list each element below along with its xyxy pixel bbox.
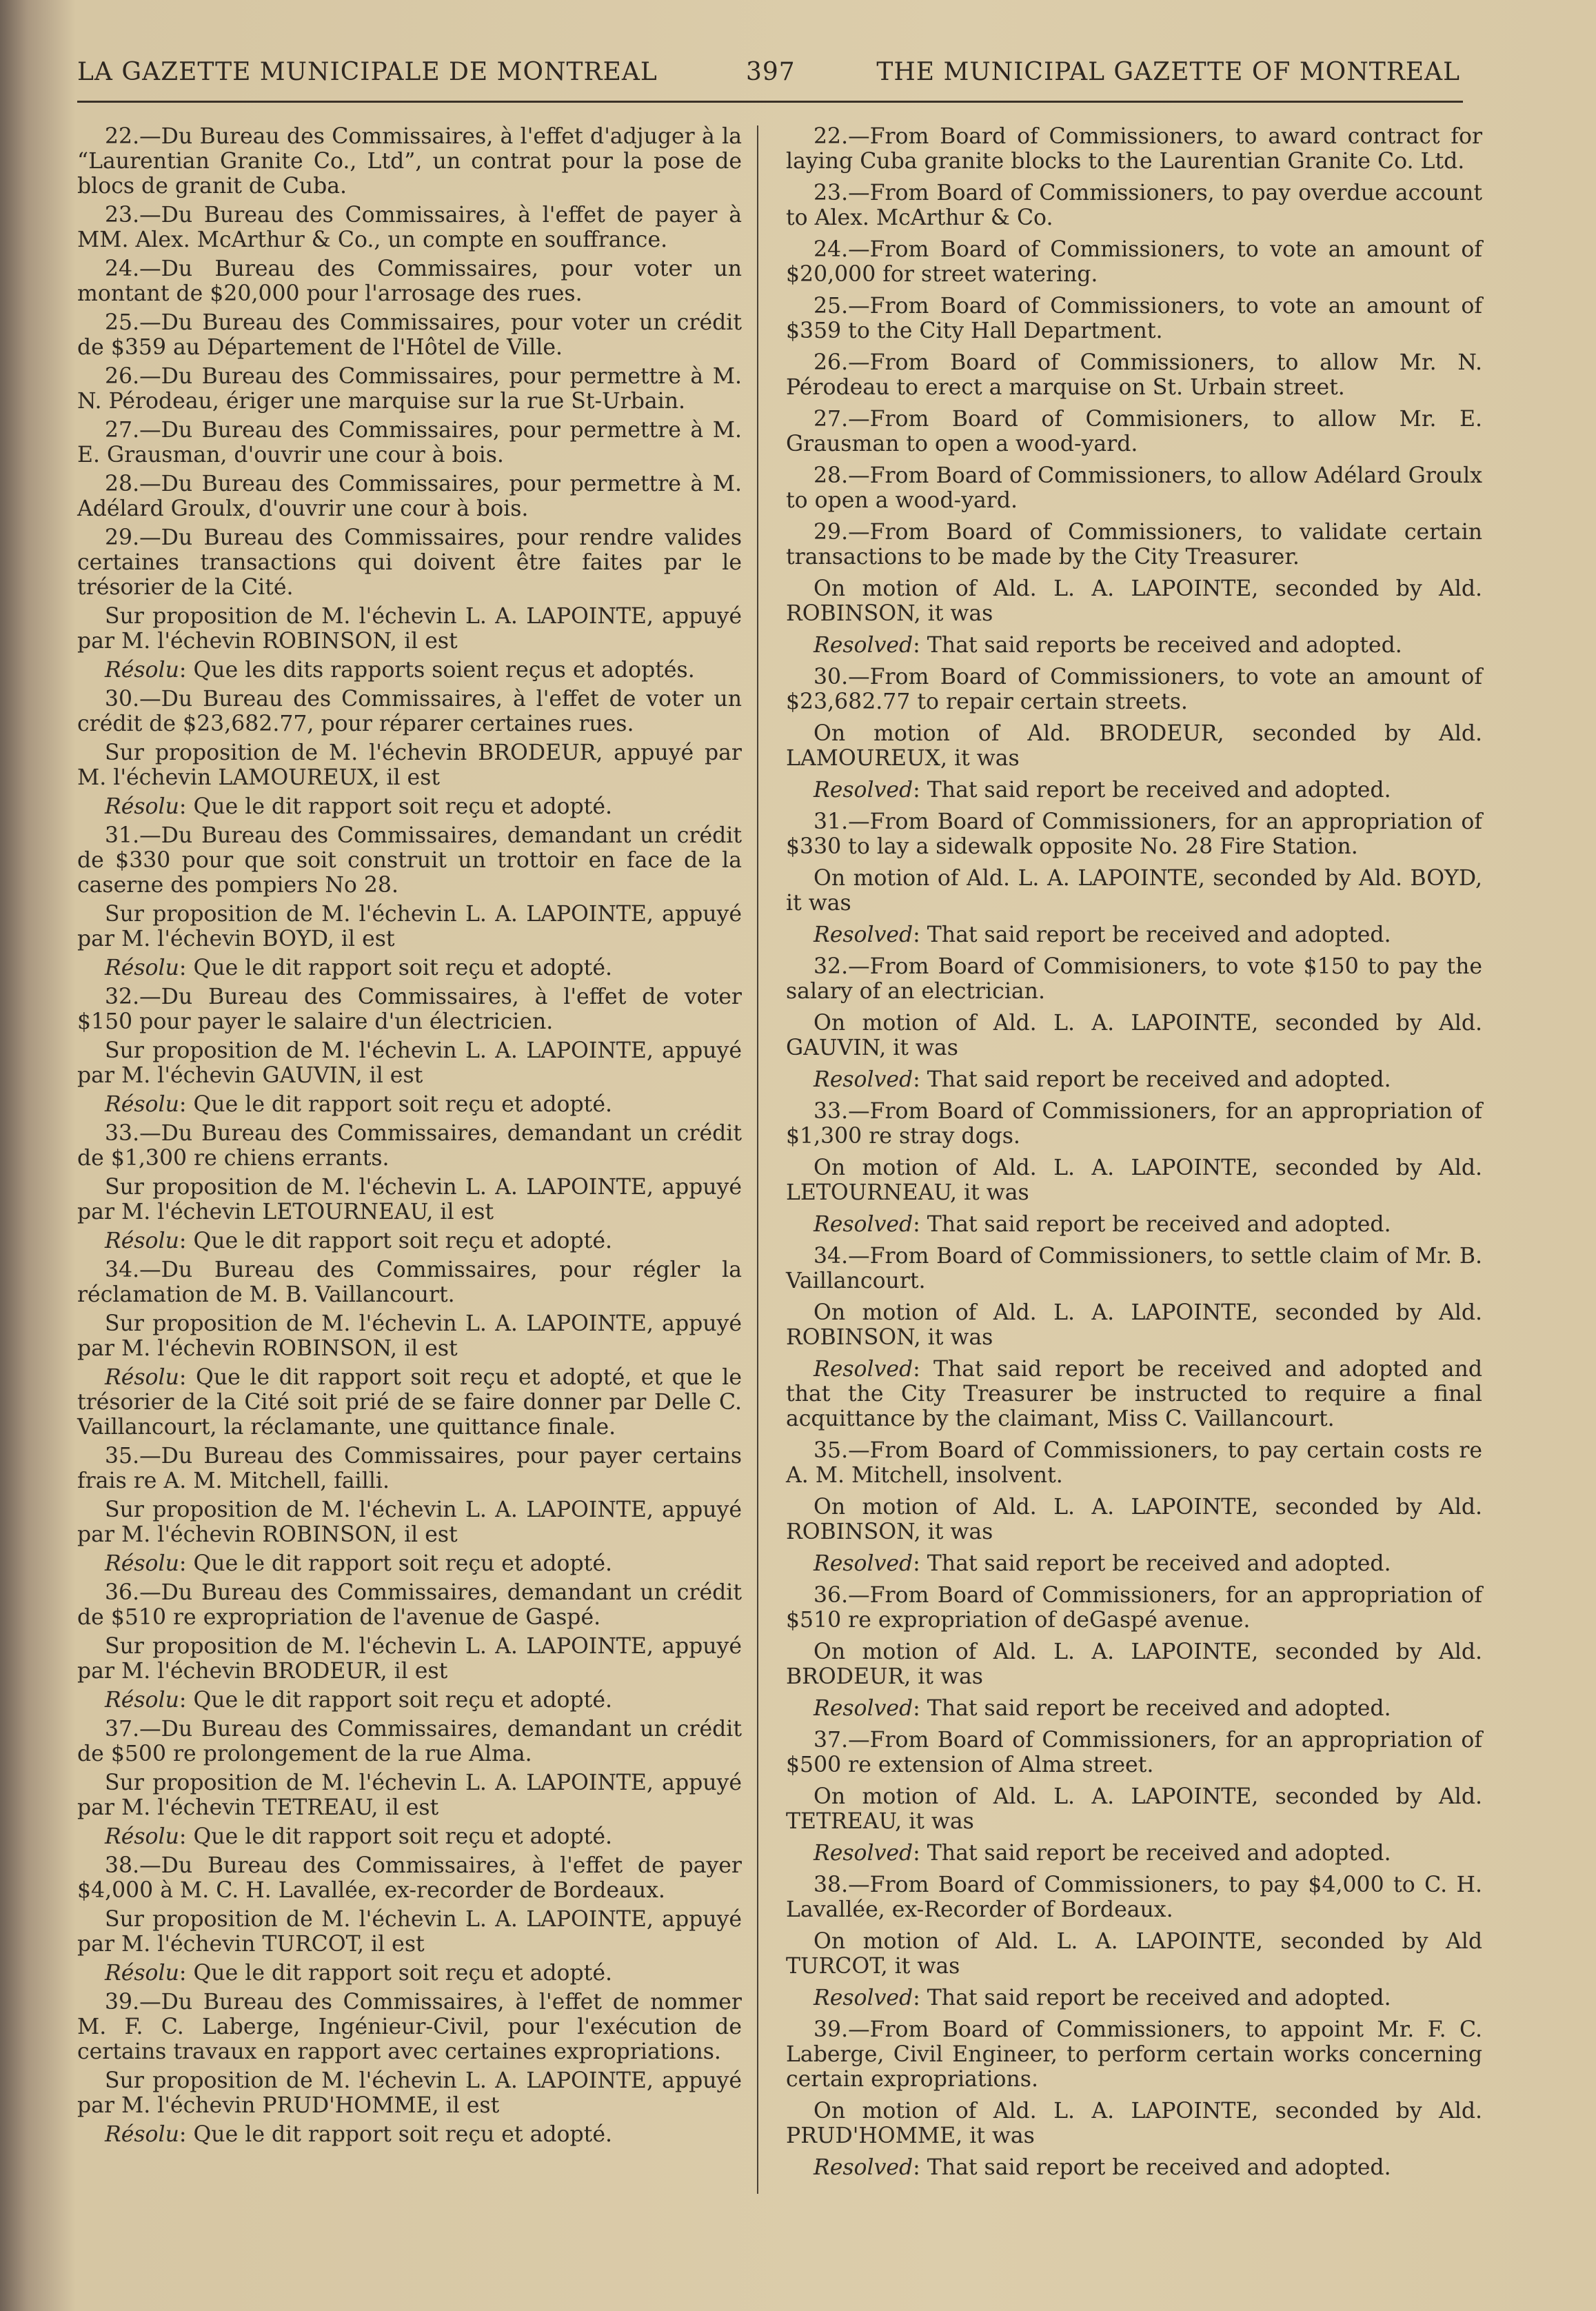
resolved-text: : That said report be received and adopted. (913, 1841, 1391, 1866)
resolution-text (786, 2155, 1482, 2180)
agenda-item: 38.—Du Bureau des Commissaires, à l'effet de payer $4,000 à M. C. H. Lavallée, ex-recorder de Bordeaux. (77, 1853, 742, 1903)
resolution-text (77, 956, 742, 980)
agenda-item: 25.—Du Bureau des Commissaires, pour voter un crédit de $359 au Département de l'Hôtel de Ville. (77, 310, 742, 360)
motion-text: Sur proposition de M. l'échevin L. A. LAPOINTE, appuyé par M. l'échevin ROBINSON, il est (77, 1497, 742, 1547)
resolution-text (77, 1961, 742, 1986)
motion-text: Sur proposition de M. l'échevin L. A. LAPOINTE, appuyé par M. l'échevin GAUVIN, il est (77, 1038, 742, 1088)
agenda-item: 39.—From Board of Commissioners, to appoint Mr. F. C. Laberge, Civil Engineer, to perform certain works concerning certain expropriations. (786, 2017, 1482, 2092)
resolved-text: : That said report be received and adopted. (913, 1067, 1391, 1092)
agenda-item: 35.—From Board of Commissioners, to pay certain costs re A. M. Mitchell, insolvent. (786, 1438, 1482, 1488)
motion-text: On motion of Ald. L. A. LAPOINTE, seconded by Ald. PRUD'HOMME, it was (786, 2099, 1482, 2148)
agenda-item: 26.—Du Bureau des Commissaires, pour permettre à M. N. Pérodeau, ériger une marquise sur la rue St-Urbain. (77, 364, 742, 414)
resolved-label: Resolved (814, 1357, 913, 1382)
resolved-text: : Que le dit rapport soit reçu et adopté. (179, 794, 612, 819)
header-title-french: LA GAZETTE MUNICIPALE DE MONTREAL (77, 58, 658, 86)
header-title-english: THE MUNICIPAL GAZETTE OF MONTREAL (876, 58, 1460, 86)
resolved-label: Resolved (814, 1986, 913, 2010)
resolution-text (77, 1229, 742, 1253)
resolved-text: : That said report be received and adopted. (913, 1551, 1391, 1576)
agenda-item: 35.—Du Bureau des Commissaires, pour payer certains frais re A. M. Mitchell, failli. (77, 1444, 742, 1493)
motion-text: Sur proposition de M. l'échevin L. A. LAPOINTE, appuyé par M. l'échevin TETREAU, il est (77, 1770, 742, 1820)
resolved-text: : That said report be received and adopted and that the City Treasurer be instructed to require a final acquittance by the claimant, Miss C. Vaillancourt. (786, 1357, 1482, 1431)
motion-text: On motion of Ald. L. A. LAPOINTE, seconded by Ald. LETOURNEAU, it was (786, 1156, 1482, 1205)
resolution-text (786, 1551, 1482, 1576)
resolved-text: : That said report be received and adopted. (913, 1986, 1391, 2010)
resolution-text (786, 1357, 1482, 1431)
resolution-text (77, 1551, 742, 1576)
agenda-item: 23.—From Board of Commissioners, to pay overdue account to Alex. McArthur & Co. (786, 181, 1482, 230)
motion-text: Sur proposition de M. l'échevin BRODEUR, appuyé par M. l'échevin LAMOUREUX, il est (77, 740, 742, 790)
resolved-text: : Que le dit rapport soit reçu et adopté. (179, 1092, 612, 1117)
agenda-item: 23.—Du Bureau des Commissaires, à l'effet de payer à MM. Alex. McArthur & Co., un compte en souffrance. (77, 203, 742, 252)
motion-text: On motion of Ald. L. A. LAPOINTE, seconded by Ald TURCOT, it was (786, 1929, 1482, 1979)
motion-text: On motion of Ald. BRODEUR, seconded by Ald. LAMOUREUX, it was (786, 721, 1482, 771)
resolved-label: Resolved (814, 633, 913, 658)
resolved-label: Resolved (814, 1067, 913, 1092)
resolved-text: : Que le dit rapport soit reçu et adopté. (179, 1551, 612, 1576)
resolved-label: Resolved (814, 778, 913, 803)
agenda-item: 36.—From Board of Commissioners, for an appropriation of $510 re expropriation of deGaspé avenue. (786, 1583, 1482, 1633)
resolved-text: : Que le dit rapport soit reçu et adopté. (179, 1824, 612, 1849)
agenda-item: 24.—Du Bureau des Commissaires, pour voter un montant de $20,000 pour l'arrosage des rues. (77, 256, 742, 306)
resolved-text: : That said reports be received and adopted. (913, 633, 1402, 658)
resolution-text (77, 1092, 742, 1117)
agenda-item: 32.—Du Bureau des Commissaires, à l'effet de voter $150 pour payer le salaire d'un électricien. (77, 985, 742, 1034)
resolution-text (77, 1688, 742, 1713)
header-rule (77, 101, 1463, 103)
resolved-label: Resolved (814, 1841, 913, 1866)
resolved-label: Résolu (105, 1961, 179, 1986)
resolution-text (786, 1067, 1482, 1092)
resolved-label: Resolved (814, 1551, 913, 1576)
resolved-text: : Que le dit rapport soit reçu et adopté. (179, 2122, 612, 2147)
resolved-label: Résolu (105, 658, 179, 683)
agenda-item: 27.—Du Bureau des Commissaires, pour permettre à M. E. Grausman, d'ouvrir une cour à bois. (77, 418, 742, 467)
agenda-item: 36.—Du Bureau des Commissaires, demandant un crédit de $510 re expropriation de l'avenue de Gaspé. (77, 1580, 742, 1630)
agenda-item: 25.—From Board of Commissioners, to vote an amount of $359 to the City Hall Department. (786, 294, 1482, 343)
page-header (77, 58, 1460, 97)
agenda-item: 29.—Du Bureau des Commissaires, pour rendre valides certaines transactions qui doivent être faites par le trésorier de la Cité. (77, 525, 742, 600)
resolved-label: Resolved (814, 1212, 913, 1237)
agenda-item: 24.—From Board of Commissioners, to vote an amount of $20,000 for street watering. (786, 237, 1482, 287)
resolved-label: Resolved (814, 2155, 913, 2180)
motion-text: Sur proposition de M. l'échevin L. A. LAPOINTE, appuyé par M. l'échevin PRUD'HOMME, il est (77, 2068, 742, 2118)
resolved-label: Résolu (105, 794, 179, 819)
agenda-item: 22.—From Board of Commissioners, to award contract for laying Cuba granite blocks to the Laurentian Granite Co. Ltd. (786, 124, 1482, 174)
agenda-item: 30.—From Board of Commissioners, to vote an amount of $23,682.77 to repair certain streets. (786, 665, 1482, 714)
motion-text: Sur proposition de M. l'échevin L. A. LAPOINTE, appuyé par M. l'échevin BRODEUR, il est (77, 1634, 742, 1684)
resolved-label: Résolu (105, 956, 179, 980)
agenda-item: 31.—From Board of Commissioners, for an appropriation of $330 to lay a sidewalk opposite No. 28 Fire Station. (786, 809, 1482, 859)
motion-text: On motion of Ald. L. A. LAPOINTE, seconded by Ald. BOYD, it was (786, 866, 1482, 916)
resolved-text: : Que le dit rapport soit reçu et adopté. (179, 1961, 612, 1986)
resolved-text: : That said report be received and adopted. (913, 2155, 1391, 2180)
agenda-item: 26.—From Board of Commissioners, to allow Mr. N. Pérodeau to erect a marquise on St. Urbain street. (786, 350, 1482, 400)
motion-text: On motion of Ald. L. A. LAPOINTE, seconded by Ald. ROBINSON, it was (786, 576, 1482, 626)
resolution-text (786, 1212, 1482, 1237)
agenda-item: 29.—From Board of Commissioners, to validate certain transactions to be made by the City Treasurer. (786, 520, 1482, 569)
motion-text: On motion of Ald. L. A. LAPOINTE, seconded by Ald. GAUVIN, it was (786, 1011, 1482, 1060)
agenda-item: 37.—Du Bureau des Commissaires, demandant un crédit de $500 re prolongement de la rue Alma. (77, 1717, 742, 1766)
agenda-item: 28.—From Board of Commissioners, to allow Adélard Groulx to open a wood-yard. (786, 463, 1482, 513)
motion-text: On motion of Ald. L. A. LAPOINTE, seconded by Ald. TETREAU, it was (786, 1784, 1482, 1834)
agenda-item: 22.—Du Bureau des Commissaires, à l'effet d'adjuger à la “Laurentian Granite Co., Ltd”, un contrat pour la pose de blocs de granit de Cuba. (77, 124, 742, 199)
resolution-text (786, 778, 1482, 803)
agenda-item: 34.—From Board of Commissioners, to settle claim of Mr. B. Vaillancourt. (786, 1244, 1482, 1293)
resolved-label: Resolved (814, 922, 913, 947)
resolved-label: Résolu (105, 1688, 179, 1713)
motion-text: Sur proposition de M. l'échevin L. A. LAPOINTE, appuyé par M. l'échevin ROBINSON, il est (77, 1311, 742, 1361)
page-number: 397 (746, 58, 796, 86)
agenda-item: 38.—From Board of Commissioners, to pay $4,000 to C. H. Lavallée, ex-Recorder of Bordeaux. (786, 1873, 1482, 1922)
agenda-item: 39.—Du Bureau des Commissaires, à l'effet de nommer M. F. C. Laberge, Ingénieur-Civil, pour l'exécution de certains travaux en rapport avec certaines expropriations. (77, 1990, 742, 2064)
motion-text: Sur proposition de M. l'échevin L. A. LAPOINTE, appuyé par M. l'échevin TURCOT, il est (77, 1907, 742, 1957)
agenda-item: 34.—Du Bureau des Commissaires, pour régler la réclamation de M. B. Vaillancourt. (77, 1258, 742, 1307)
motion-text: Sur proposition de M. l'échevin L. A. LAPOINTE, appuyé par M. l'échevin BOYD, il est (77, 902, 742, 951)
resolution-text (786, 922, 1482, 947)
resolution-text (77, 794, 742, 819)
motion-text: On motion of Ald. L. A. LAPOINTE, seconded by Ald. ROBINSON, it was (786, 1495, 1482, 1544)
column-divider (757, 125, 758, 2194)
resolved-label: Resolved (814, 1696, 913, 1721)
resolved-text: : Que le dit rapport soit reçu et adopté. (179, 1688, 612, 1713)
resolved-text: : Que le dit rapport soit reçu et adopté. (179, 1229, 612, 1253)
resolution-text (786, 633, 1482, 658)
resolved-text: : That said report be received and adopted. (913, 1212, 1391, 1237)
motion-text: Sur proposition de M. l'échevin L. A. LAPOINTE, appuyé par M. l'échevin LETOURNEAU, il est (77, 1175, 742, 1224)
resolved-label: Résolu (105, 2122, 179, 2147)
resolved-label: Résolu (105, 1551, 179, 1576)
resolved-label: Résolu (105, 1092, 179, 1117)
resolved-text: : Que le dit rapport soit reçu et adopté. (179, 956, 612, 980)
agenda-item: 33.—From Board of Commissioners, for an appropriation of $1,300 re stray dogs. (786, 1099, 1482, 1149)
agenda-item: 32.—From Board of Commisioners, to vote $150 to pay the salary of an electrician. (786, 954, 1482, 1004)
agenda-item: 37.—From Board of Commissioners, for an appropriation of $500 re extension of Alma street. (786, 1728, 1482, 1777)
resolution-text (786, 1841, 1482, 1866)
resolved-text: : That said report be received and adopted. (913, 922, 1391, 947)
agenda-item: 31.—Du Bureau des Commissaires, demandant un crédit de $330 pour que soit construit un trottoir en face de la caserne des pompiers No 28. (77, 823, 742, 898)
resolved-text: : Que les dits rapports soient reçus et adoptés. (179, 658, 695, 683)
motion-text: On motion of Ald. L. A. LAPOINTE, seconded by Ald. BRODEUR, it was (786, 1639, 1482, 1689)
motion-text: On motion of Ald. L. A. LAPOINTE, seconded by Ald. ROBINSON, it was (786, 1300, 1482, 1350)
resolution-text (77, 1824, 742, 1849)
resolution-text (786, 1986, 1482, 2010)
resolution-text (77, 2122, 742, 2147)
agenda-item: 30.—Du Bureau des Commissaires, à l'effet de voter un crédit de $23,682.77, pour réparer certaines rues. (77, 687, 742, 736)
french-column (77, 124, 742, 2151)
motion-text: Sur proposition de M. l'échevin L. A. LAPOINTE, appuyé par M. l'échevin ROBINSON, il est (77, 604, 742, 654)
resolution-text (77, 658, 742, 683)
resolution-text (786, 1696, 1482, 1721)
resolved-text: : That said report be received and adopted. (913, 1696, 1391, 1721)
resolution-text (77, 1365, 742, 1440)
resolved-text: : That said report be received and adopted. (913, 778, 1391, 803)
resolved-text: : Que le dit rapport soit reçu et adopté, et que le trésorier de la Cité soit prié de se faire donner par Delle C. Vaillancourt, la réclamante, une quittance finale. (77, 1365, 742, 1440)
resolved-label: Résolu (105, 1824, 179, 1849)
agenda-item: 27.—From Board of Commisioners, to allow Mr. E. Grausman to open a wood-yard. (786, 407, 1482, 456)
resolved-label: Résolu (105, 1229, 179, 1253)
agenda-item: 28.—Du Bureau des Commissaires, pour permettre à M. Adélard Groulx, d'ouvrir une cour à bois. (77, 472, 742, 521)
resolved-label: Résolu (105, 1365, 179, 1390)
english-column (786, 124, 1482, 2187)
agenda-item: 33.—Du Bureau des Commissaires, demandant un crédit de $1,300 re chiens errants. (77, 1121, 742, 1171)
